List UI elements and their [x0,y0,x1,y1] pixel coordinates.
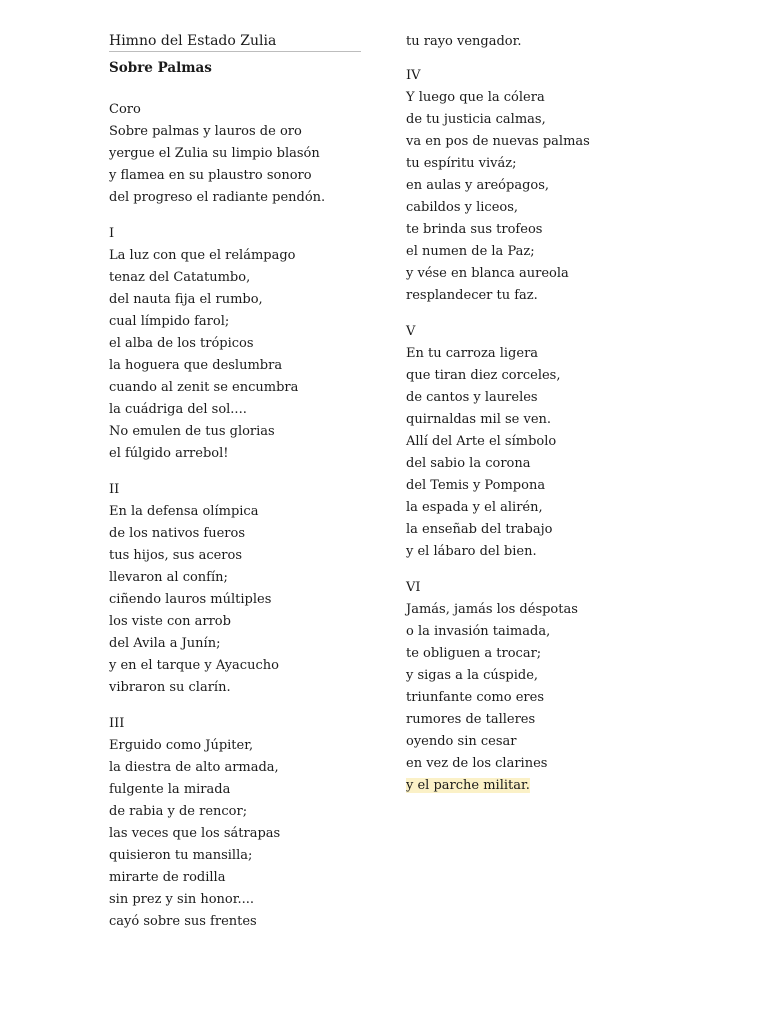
verse-line [109,267,361,289]
verse-text: la hoguera que deslumbra [109,358,283,373]
verse-text: cual límpido farol; [109,314,230,329]
verse-text: del sabio la corona [406,456,531,471]
verse-text: resplandecer tu faz. [406,288,538,303]
stanza [109,713,361,933]
document-subtitle: Sobre Palmas [109,60,212,76]
verse-line [406,131,706,153]
verse-line [109,567,361,589]
verse-line [406,365,706,387]
verse-line [109,823,361,845]
verse-line [406,409,706,431]
verse-text: en vez de los clarines [406,756,548,771]
left-column [109,31,361,933]
verse-text: sin prez y sin honor.... [109,892,255,907]
verse-line [406,285,706,307]
verse-line [406,687,706,709]
verse-text: Allí del Arte el símbolo [406,434,557,449]
verse-line [109,355,361,377]
verse-line [109,889,361,911]
verse-text: y en el tarque y Ayacucho [109,658,279,673]
verse-line [109,779,361,801]
verse-text: la diestra de alto armada, [109,760,279,775]
verse-line [109,421,361,443]
verse-text: En la defensa olímpica [109,504,259,519]
verse-line [109,399,361,421]
stanza-label: Coro [109,102,141,117]
verse-text: llevaron al confín; [109,570,228,585]
verse-text: la enseñab del trabajo [406,522,553,537]
verse-line [109,377,361,399]
verse-text: de los nativos fueros [109,526,246,541]
verse-text: del progreso el radiante pendón. [109,190,326,205]
verse-text: los viste con arrob [109,614,231,629]
verse-line [406,87,706,109]
verse-line [109,143,361,165]
stanza [109,223,361,465]
verse-line [406,241,706,263]
verse-line [109,845,361,867]
verse-line [406,519,706,541]
verse-text: fulgente la mirada [109,782,231,797]
verse-text: mirarte de rodilla [109,870,226,885]
verse-text: quirnaldas mil se ven. [406,412,552,427]
verse-text: tu espíritu viváz; [406,156,517,171]
verse-text: el numen de la Paz; [406,244,535,259]
verse-line [406,541,706,563]
stanza-label: II [109,482,120,497]
verse-line [109,611,361,633]
verse-text: de tu justicia calmas, [406,112,546,127]
verse-text: de cantos y laureles [406,390,538,405]
verse-text: en aulas y areópagos, [406,178,550,193]
verse-line [109,187,361,209]
left-stanzas [109,99,361,933]
verse-line [109,757,361,779]
verse-text: y vése en blanca aureola [406,266,569,281]
verse-line [109,589,361,611]
verse-line [406,665,706,687]
verse-text: tus hijos, sus aceros [109,548,243,563]
verse-line [406,621,706,643]
verse-line [109,121,361,143]
right-stanzas [406,65,706,797]
verse-line [406,453,706,475]
verse-text: quisieron tu mansilla; [109,848,253,863]
stanza-label: III [109,716,125,731]
verse-text: La luz con que el relámpago [109,248,296,263]
verse-line [406,775,706,797]
verse-line [406,109,706,131]
verse-line [406,219,706,241]
verse-line [406,643,706,665]
verse-text: En tu carroza ligera [406,346,539,361]
stanza [109,99,361,209]
verse-text: tenaz del Catatumbo, [109,270,251,285]
verse-line [406,175,706,197]
verse-text: Sobre palmas y lauros de oro [109,124,302,139]
verse-line [406,197,706,219]
verse-text: la espada y el alirén, [406,500,543,515]
verse-line [109,523,361,545]
stanza [109,479,361,699]
continued-line: tu rayo vengador. [406,34,522,49]
verse-line [109,501,361,523]
document-title: Himno del Estado Zulia [109,31,361,52]
verse-line [406,431,706,453]
verse-text: cuando al zenit se encumbra [109,380,299,395]
stanza-label: IV [406,68,421,83]
verse-text: del Avila a Junín; [109,636,221,651]
verse-text: Y luego que la cólera [406,90,545,105]
verse-line [109,289,361,311]
verse-text: yergue el Zulia su limpio blasón [109,146,320,161]
verse-line [109,633,361,655]
verse-text: rumores de talleres [406,712,536,727]
stanza [406,65,706,307]
verse-text: el alba de los trópicos [109,336,254,351]
verse-line [109,245,361,267]
verse-text: y sigas a la cúspide, [406,668,539,683]
verse-text: o la invasión taimada, [406,624,551,639]
verse-line [109,677,361,699]
verse-line [406,599,706,621]
stanza [406,577,706,797]
verse-text: oyendo sin cesar [406,734,517,749]
verse-text: y flamea en su plaustro sonoro [109,168,312,183]
verse-text: cabildos y liceos, [406,200,519,215]
verse-line [406,387,706,409]
verse-line [406,731,706,753]
verse-text: el fúlgido arrebol! [109,446,229,461]
verse-line [109,333,361,355]
verse-text: del nauta fija el rumbo, [109,292,263,307]
verse-text: las veces que los sátrapas [109,826,281,841]
verse-text: del Temis y Pompona [406,478,546,493]
verse-line [406,153,706,175]
right-column [406,31,706,797]
verse-text: Erguido como Júpiter, [109,738,254,753]
verse-line [109,545,361,567]
verse-text: de rabia y de rencor; [109,804,248,819]
verse-line [109,801,361,823]
verse-text: te brinda sus trofeos [406,222,543,237]
verse-line [109,655,361,677]
verse-text: cayó sobre sus frentes [109,914,257,929]
stanza-label: VI [406,580,421,595]
stanza [406,321,706,563]
verse-text: y el lábaro del bien. [406,544,537,559]
verse-text: Jamás, jamás los déspotas [406,602,578,617]
verse-line [406,475,706,497]
verse-text: No emulen de tus glorias [109,424,275,439]
verse-line [109,165,361,187]
verse-line [406,343,706,365]
verse-line [406,709,706,731]
verse-text: vibraron su clarín. [109,680,231,695]
verse-line [109,311,361,333]
verse-line [406,497,706,519]
verse-text: y el parche militar. [406,778,530,793]
verse-line [109,735,361,757]
stanza-label: V [406,324,416,339]
verse-text: la cuádriga del sol.... [109,402,247,417]
verse-line [109,911,361,933]
verse-line [406,263,706,285]
verse-text: ciñendo lauros múltiples [109,592,272,607]
verse-line [109,867,361,889]
verse-line [406,753,706,775]
verse-text: que tiran diez corceles, [406,368,561,383]
verse-text: va en pos de nuevas palmas [406,134,590,149]
verse-text: te obliguen a trocar; [406,646,542,661]
verse-line [109,443,361,465]
stanza-label: I [109,226,115,241]
verse-text: triunfante como eres [406,690,544,705]
